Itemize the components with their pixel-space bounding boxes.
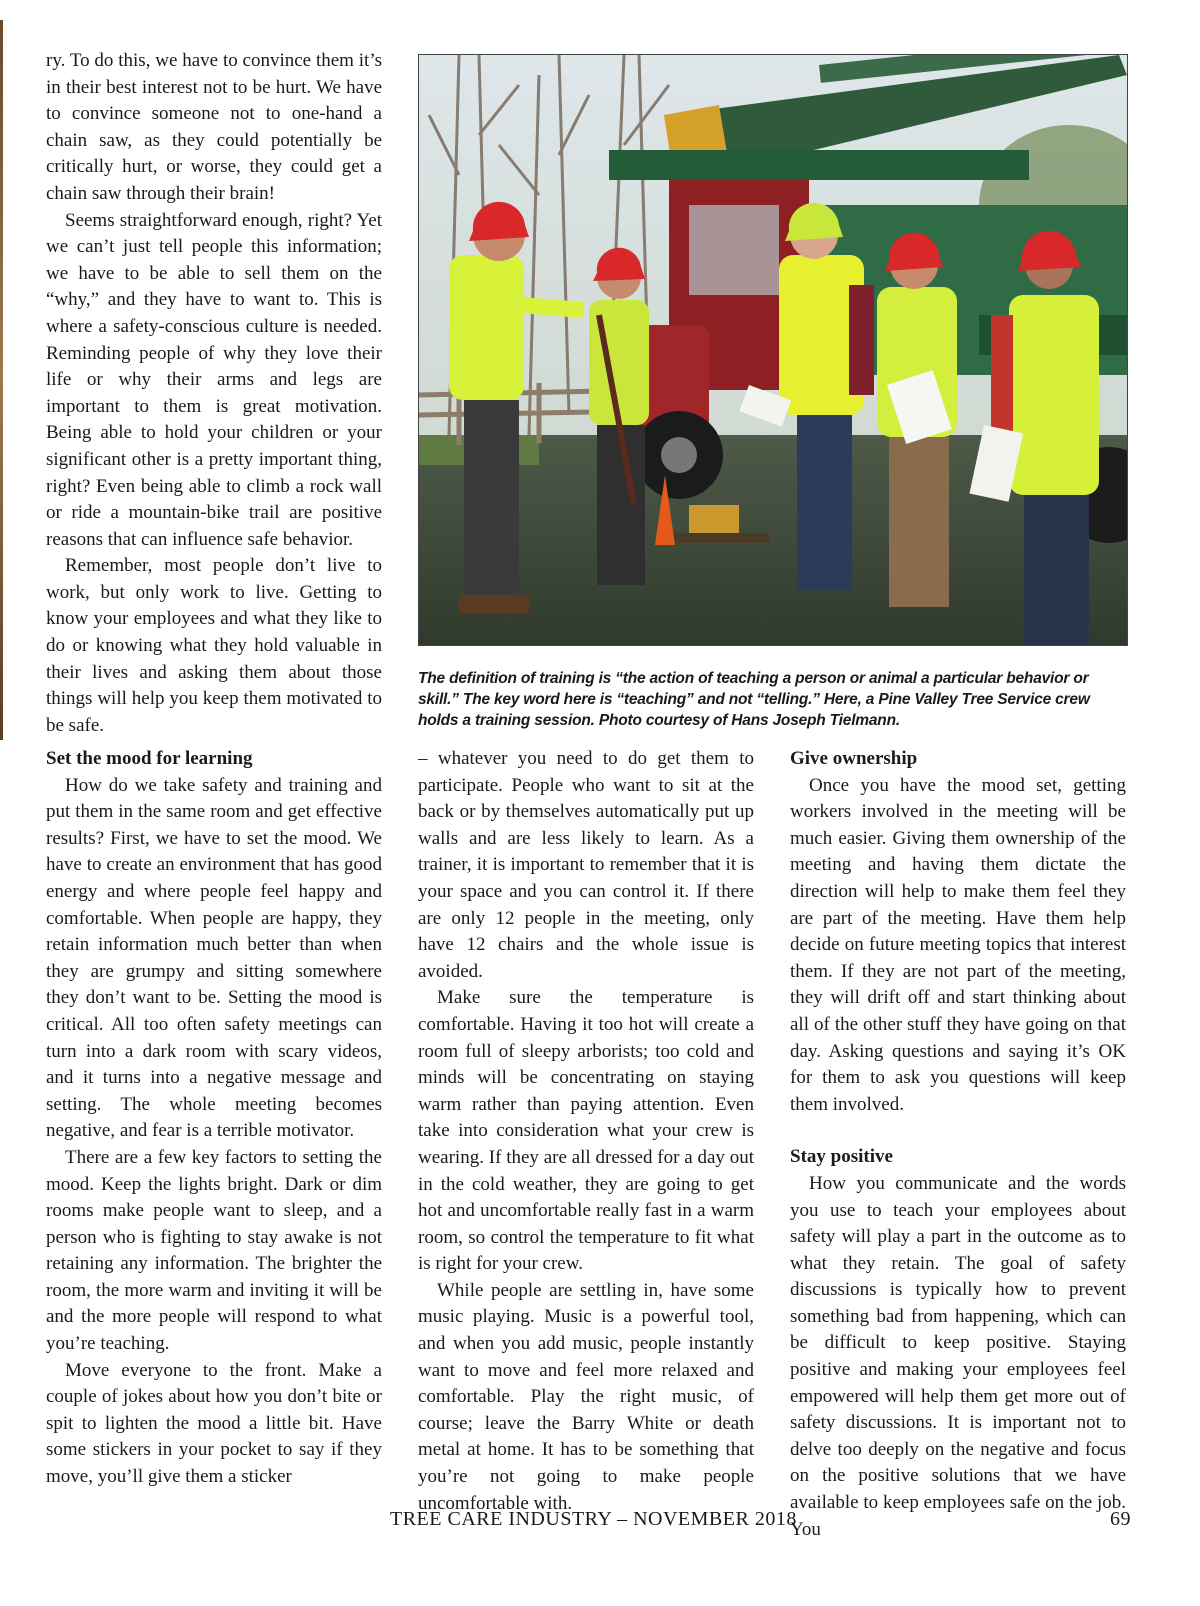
column-1-bottom — [46, 746, 382, 1491]
adjacent-page-edge — [0, 20, 3, 740]
page-number: 69 — [1110, 1508, 1131, 1530]
paragraph: Seems straightforward enough, right? Yet we can’t just tell people this information; we have to be able to sell them on the “why,” and they have to want to. This is where a safety-conscious culture is needed. Reminding people of why they love their life or why their arms and legs are important to them is great motivation. Being able to hold your children or your significant other is a pretty important thing, right? Even being able to climb a rock wall or ride a mountain-bike trail are positive reasons that can influence safe behavior. — [46, 209, 382, 550]
training-photo-illustration — [419, 55, 1127, 645]
section-heading: Set the mood for learning — [46, 748, 253, 769]
column-3 — [790, 746, 1126, 1543]
training-photo — [418, 54, 1128, 646]
section-heading: Stay positive — [790, 1146, 893, 1168]
section-heading: Give ownership — [790, 748, 918, 769]
publication-name: TREE CARE INDUSTRY – NOVEMBER 2018 — [390, 1508, 797, 1530]
paragraph: How do we take safety and training and put them in the same room and get effective results? First, we have to set the mood. We have to create an environment that has good energy and where people feel happy and comfortable. When people are happy, they retain information much better than when they are grumpy and sitting somewhere they don’t want to be. Setting the mood is critical. All too often safety meetings can turn into a dark room with scary videos, and it turns into a negative message and setting. The whole meeting becomes negative, and fear is a terrible motivator. — [46, 774, 382, 1142]
paragraph: ry. To do this, we have to convince them it’s in their best interest not to be hurt. We have to convince someone not to one-hand a chain saw, as they could potentially be critically hurt, or worse, they could get a chain saw through their brain! — [46, 50, 382, 204]
column-1-top — [46, 48, 382, 739]
paragraph: There are a few key factors to setting the mood. Keep the lights bright. Dark or dim rooms make people want to sleep, and a person who is fighting to stay awake is not retaining any information. The brighter the room, the more warm and inviting it will be and the more people will respond to what you’re teaching. — [46, 1146, 382, 1355]
paragraph: Remember, most people don’t live to work, but only work to live. Getting to know your employees and what they like to do or knowing what they hold valuable in their lives and asking them about those things will help you keep them motivated to be safe. — [46, 555, 382, 736]
paragraph: Move everyone to the front. Make a couple of jokes about how you don’t bite or spit to lighten the mood a little bit. Have some stickers in your pocket to say if they move, you’ll give them a sticker — [46, 1359, 382, 1488]
photo-caption: The definition of training is “the action of teaching a person or animal a particular behavior or skill.” The key word here is “teaching” and not “telling.” Here, a Pine Valley Tree Service crew holds a training session. Photo courtesy of Hans Joseph Tielmann. — [418, 670, 1090, 729]
paragraph: While people are settling in, have some music playing. Music is a powerful tool, and when you add music, people instantly want to move and feel more relaxed and comfortable. Play the right music, of course; leave the Barry White or death metal at home. It has to be something that you’re not going to make people uncomfortable with. — [418, 1279, 754, 1514]
paragraph: How you communicate and the words you use to teach your employees about safety will play a part in the outcome as to what they retain. The goal of safety discussions is typically how to prevent something bad from happening, which can be difficult to keep positive. Staying positive and making your employees feel empowered will help them get more out of safety discussions. It is important not to delve too deeply on the negative and focus on the positive solutions that we have available to keep employees safe on the job. You — [790, 1172, 1126, 1540]
spacer — [790, 1118, 1126, 1144]
paragraph: Make sure the temperature is comfortable. Having it too hot will create a room full of sleepy arborists; too cold and minds will be concentrating on staying warm rather than paying attention. Even take into consideration what your crew is wearing. If they are all dressed for a day out in the cold weather, they are going to get hot and uncomfortable really fast in a warm room, so control the temperature to fit what is right for your crew. — [418, 987, 754, 1275]
paragraph: Once you have the mood set, getting workers involved in the meeting will be much easier. Giving them ownership of the meeting and having them dictate the direction will help to make them feel they are part of the meeting. Have them help decide on future meeting topics that interest them. If they are not part of the meeting, they will drift off and start thinking about all of the other stuff they have going on that day. Asking questions and saying it’s OK for them to ask you questions will keep them involved. — [790, 774, 1126, 1115]
paragraph: – whatever you need to do get them to participate. People who want to sit at the back or by themselves automatically put up walls and are less likely to learn. As a trainer, it is important to remember that it is your space and you can control it. If there are only 12 people in the meeting, only have 12 chairs and the whole issue is avoided. — [418, 748, 754, 982]
column-2 — [418, 746, 754, 1517]
